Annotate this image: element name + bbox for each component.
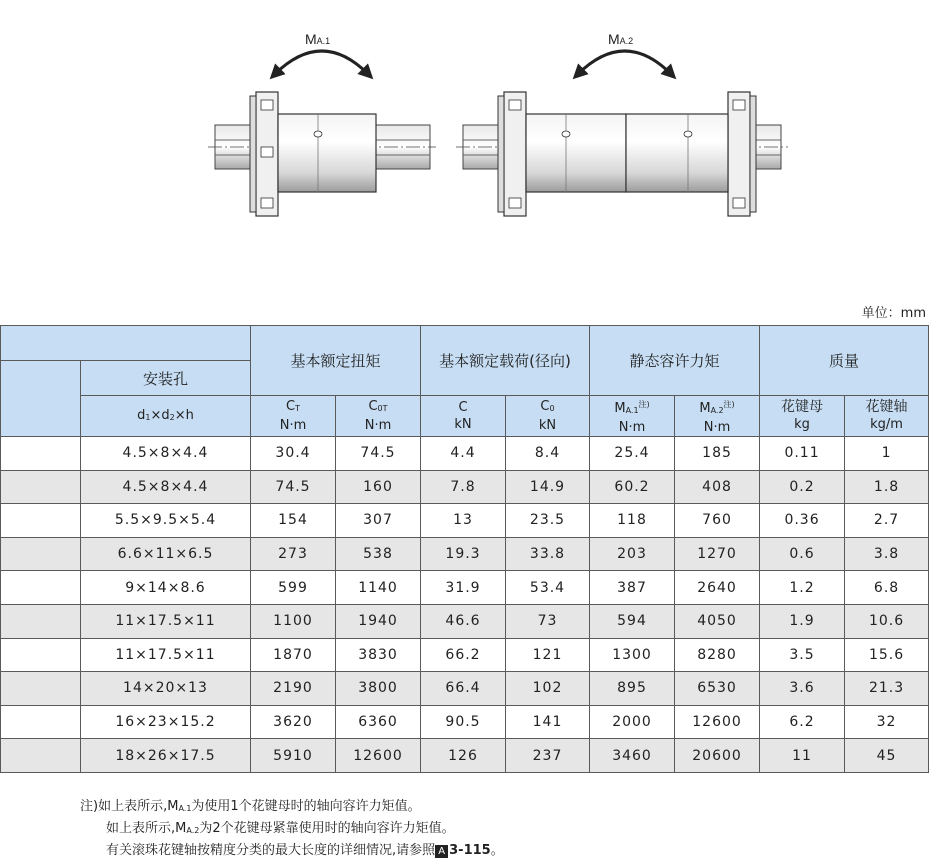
header-mount-hole: 安装孔 [81, 361, 251, 396]
cell-nut: 1.2 [760, 571, 845, 605]
table-row [1, 470, 929, 504]
cell-ma2: 20600 [675, 739, 760, 773]
cell-model [1, 672, 81, 706]
cell-ct: 273 [251, 537, 336, 571]
moment-diagram [0, 0, 930, 300]
cell-model [1, 571, 81, 605]
cell-c: 13 [421, 504, 506, 538]
cell-nut: 3.5 [760, 638, 845, 672]
note-line-3: 有关滚珠花键轴按精度分类的最大长度的详细情况,请参照 A 3-115。 [106, 843, 504, 858]
cell-ma1: 1300 [590, 638, 675, 672]
table-row [1, 638, 929, 672]
header-moment-group: 静态容许力矩 [590, 326, 760, 396]
table-row [1, 705, 929, 739]
cell-shaft: 21.3 [845, 672, 929, 706]
cell-ma2: 760 [675, 504, 760, 538]
cell-shaft: 45 [845, 739, 929, 773]
cell-nut: 1.9 [760, 604, 845, 638]
cell-model [1, 638, 81, 672]
cell-ma1: 594 [590, 604, 675, 638]
cell-ma1: 118 [590, 504, 675, 538]
cell-hole: 18×26×17.5 [81, 739, 251, 773]
cell-nut: 0.6 [760, 537, 845, 571]
cell-c: 90.5 [421, 705, 506, 739]
header-shaft-mass: 花键轴 kg/m [845, 396, 929, 437]
cell-c0: 102 [506, 672, 590, 706]
cell-c0: 237 [506, 739, 590, 773]
cell-cot: 160 [336, 470, 421, 504]
cell-ct: 599 [251, 571, 336, 605]
cell-ma2: 12600 [675, 705, 760, 739]
cell-ma1: 25.4 [590, 437, 675, 471]
cell-c0: 141 [506, 705, 590, 739]
cell-ma2: 185 [675, 437, 760, 471]
cell-ma2: 4050 [675, 604, 760, 638]
cell-shaft: 10.6 [845, 604, 929, 638]
cell-hole: 9×14×8.6 [81, 571, 251, 605]
cell-c: 4.4 [421, 437, 506, 471]
cell-nut: 6.2 [760, 705, 845, 739]
cell-ct: 1870 [251, 638, 336, 672]
cell-shaft: 1.8 [845, 470, 929, 504]
header-c: C kN [421, 396, 506, 437]
cell-shaft: 2.7 [845, 504, 929, 538]
cell-cot: 1940 [336, 604, 421, 638]
header-load-group: 基本额定载荷(径向) [421, 326, 590, 396]
cell-ct: 5910 [251, 739, 336, 773]
cell-ma2: 6530 [675, 672, 760, 706]
cell-c0: 14.9 [506, 470, 590, 504]
cell-shaft: 15.6 [845, 638, 929, 672]
cell-model [1, 437, 81, 471]
cell-ct: 74.5 [251, 470, 336, 504]
double-nut-assembly [456, 31, 788, 216]
cell-c0: 121 [506, 638, 590, 672]
cell-hole: 4.5×8×4.4 [81, 437, 251, 471]
header-mass-group: 质量 [760, 326, 929, 396]
unit-label: 单位：mm [861, 306, 926, 321]
cell-ct: 1100 [251, 604, 336, 638]
cell-c: 7.8 [421, 470, 506, 504]
table-row [1, 739, 929, 773]
cell-ma2: 8280 [675, 638, 760, 672]
table-row [1, 672, 929, 706]
cell-ct: 2190 [251, 672, 336, 706]
cell-hole: 5.5×9.5×5.4 [81, 504, 251, 538]
cell-shaft: 32 [845, 705, 929, 739]
spec-table [0, 325, 929, 773]
cell-shaft: 1 [845, 437, 929, 471]
cell-hole: 11×17.5×11 [81, 638, 251, 672]
cell-c: 66.2 [421, 638, 506, 672]
header-nut-mass: 花键母 kg [760, 396, 845, 437]
cell-ma2: 2640 [675, 571, 760, 605]
cell-model [1, 504, 81, 538]
cell-shaft: 3.8 [845, 537, 929, 571]
cell-ma1: 60.2 [590, 470, 675, 504]
header-torque-group: 基本额定扭矩 [251, 326, 421, 396]
footnotes [80, 797, 504, 861]
cell-model [1, 739, 81, 773]
cell-c: 19.3 [421, 537, 506, 571]
cell-hole: 6.6×11×6.5 [81, 537, 251, 571]
cell-model [1, 705, 81, 739]
cell-c0: 33.8 [506, 537, 590, 571]
page-ref-link[interactable]: 3-115 [449, 843, 491, 858]
cell-c0: 73 [506, 604, 590, 638]
header-ma2: $MA.2^{注)}$ N·m [675, 396, 760, 437]
header-ct: CT N·m [251, 396, 336, 437]
cell-ct: 30.4 [251, 437, 336, 471]
table-row [1, 437, 929, 471]
cell-cot: 538 [336, 537, 421, 571]
cell-c0: 53.4 [506, 571, 590, 605]
cell-ma1: 387 [590, 571, 675, 605]
cell-nut: 3.6 [760, 672, 845, 706]
cell-cot: 6360 [336, 705, 421, 739]
table-row [1, 537, 929, 571]
cell-model [1, 537, 81, 571]
page-ref-icon: A [435, 845, 448, 858]
header-mount-hole-dims: d1×d2×h [81, 396, 251, 437]
cell-cot: 307 [336, 504, 421, 538]
cell-c: 46.6 [421, 604, 506, 638]
cell-shaft: 6.8 [845, 571, 929, 605]
table-row [1, 604, 929, 638]
header-blank [1, 326, 251, 361]
cell-model [1, 470, 81, 504]
cell-c0: 8.4 [506, 437, 590, 471]
cell-cot: 3830 [336, 638, 421, 672]
moment-label-ma1: MA.1 [305, 31, 331, 47]
cell-hole: 4.5×8×4.4 [81, 470, 251, 504]
cell-nut: 11 [760, 739, 845, 773]
cell-hole: 16×23×15.2 [81, 705, 251, 739]
cell-cot: 12600 [336, 739, 421, 773]
cell-nut: 0.36 [760, 504, 845, 538]
cell-hole: 14×20×13 [81, 672, 251, 706]
note-line-1: 注)如上表所示,MA.1为使用1个花键母时的轴向容许力矩值。 [80, 799, 421, 814]
moment-label-ma2: MA.2 [608, 31, 634, 47]
cell-nut: 0.11 [760, 437, 845, 471]
cell-c0: 23.5 [506, 504, 590, 538]
cell-ma2: 1270 [675, 537, 760, 571]
cell-hole: 11×17.5×11 [81, 604, 251, 638]
cell-cot: 74.5 [336, 437, 421, 471]
single-nut-assembly [208, 31, 436, 216]
cell-ma2: 408 [675, 470, 760, 504]
header-ma1: $MA.1^{注)}$ N·m [590, 396, 675, 437]
cell-c: 66.4 [421, 672, 506, 706]
header-model [1, 361, 81, 437]
cell-ma1: 895 [590, 672, 675, 706]
table-row [1, 504, 929, 538]
table-row [1, 571, 929, 605]
note-line-2: 如上表所示,MA.2为2个花键母紧靠使用时的轴向容许力矩值。 [106, 821, 455, 836]
cell-ma1: 3460 [590, 739, 675, 773]
cell-c: 31.9 [421, 571, 506, 605]
cell-ct: 154 [251, 504, 336, 538]
cell-cot: 1140 [336, 571, 421, 605]
header-c0: C0 kN [506, 396, 590, 437]
cell-nut: 0.2 [760, 470, 845, 504]
cell-ct: 3620 [251, 705, 336, 739]
cell-c: 126 [421, 739, 506, 773]
cell-model [1, 604, 81, 638]
cell-cot: 3800 [336, 672, 421, 706]
header-cot: C0T N·m [336, 396, 421, 437]
cell-ma1: 203 [590, 537, 675, 571]
cell-ma1: 2000 [590, 705, 675, 739]
